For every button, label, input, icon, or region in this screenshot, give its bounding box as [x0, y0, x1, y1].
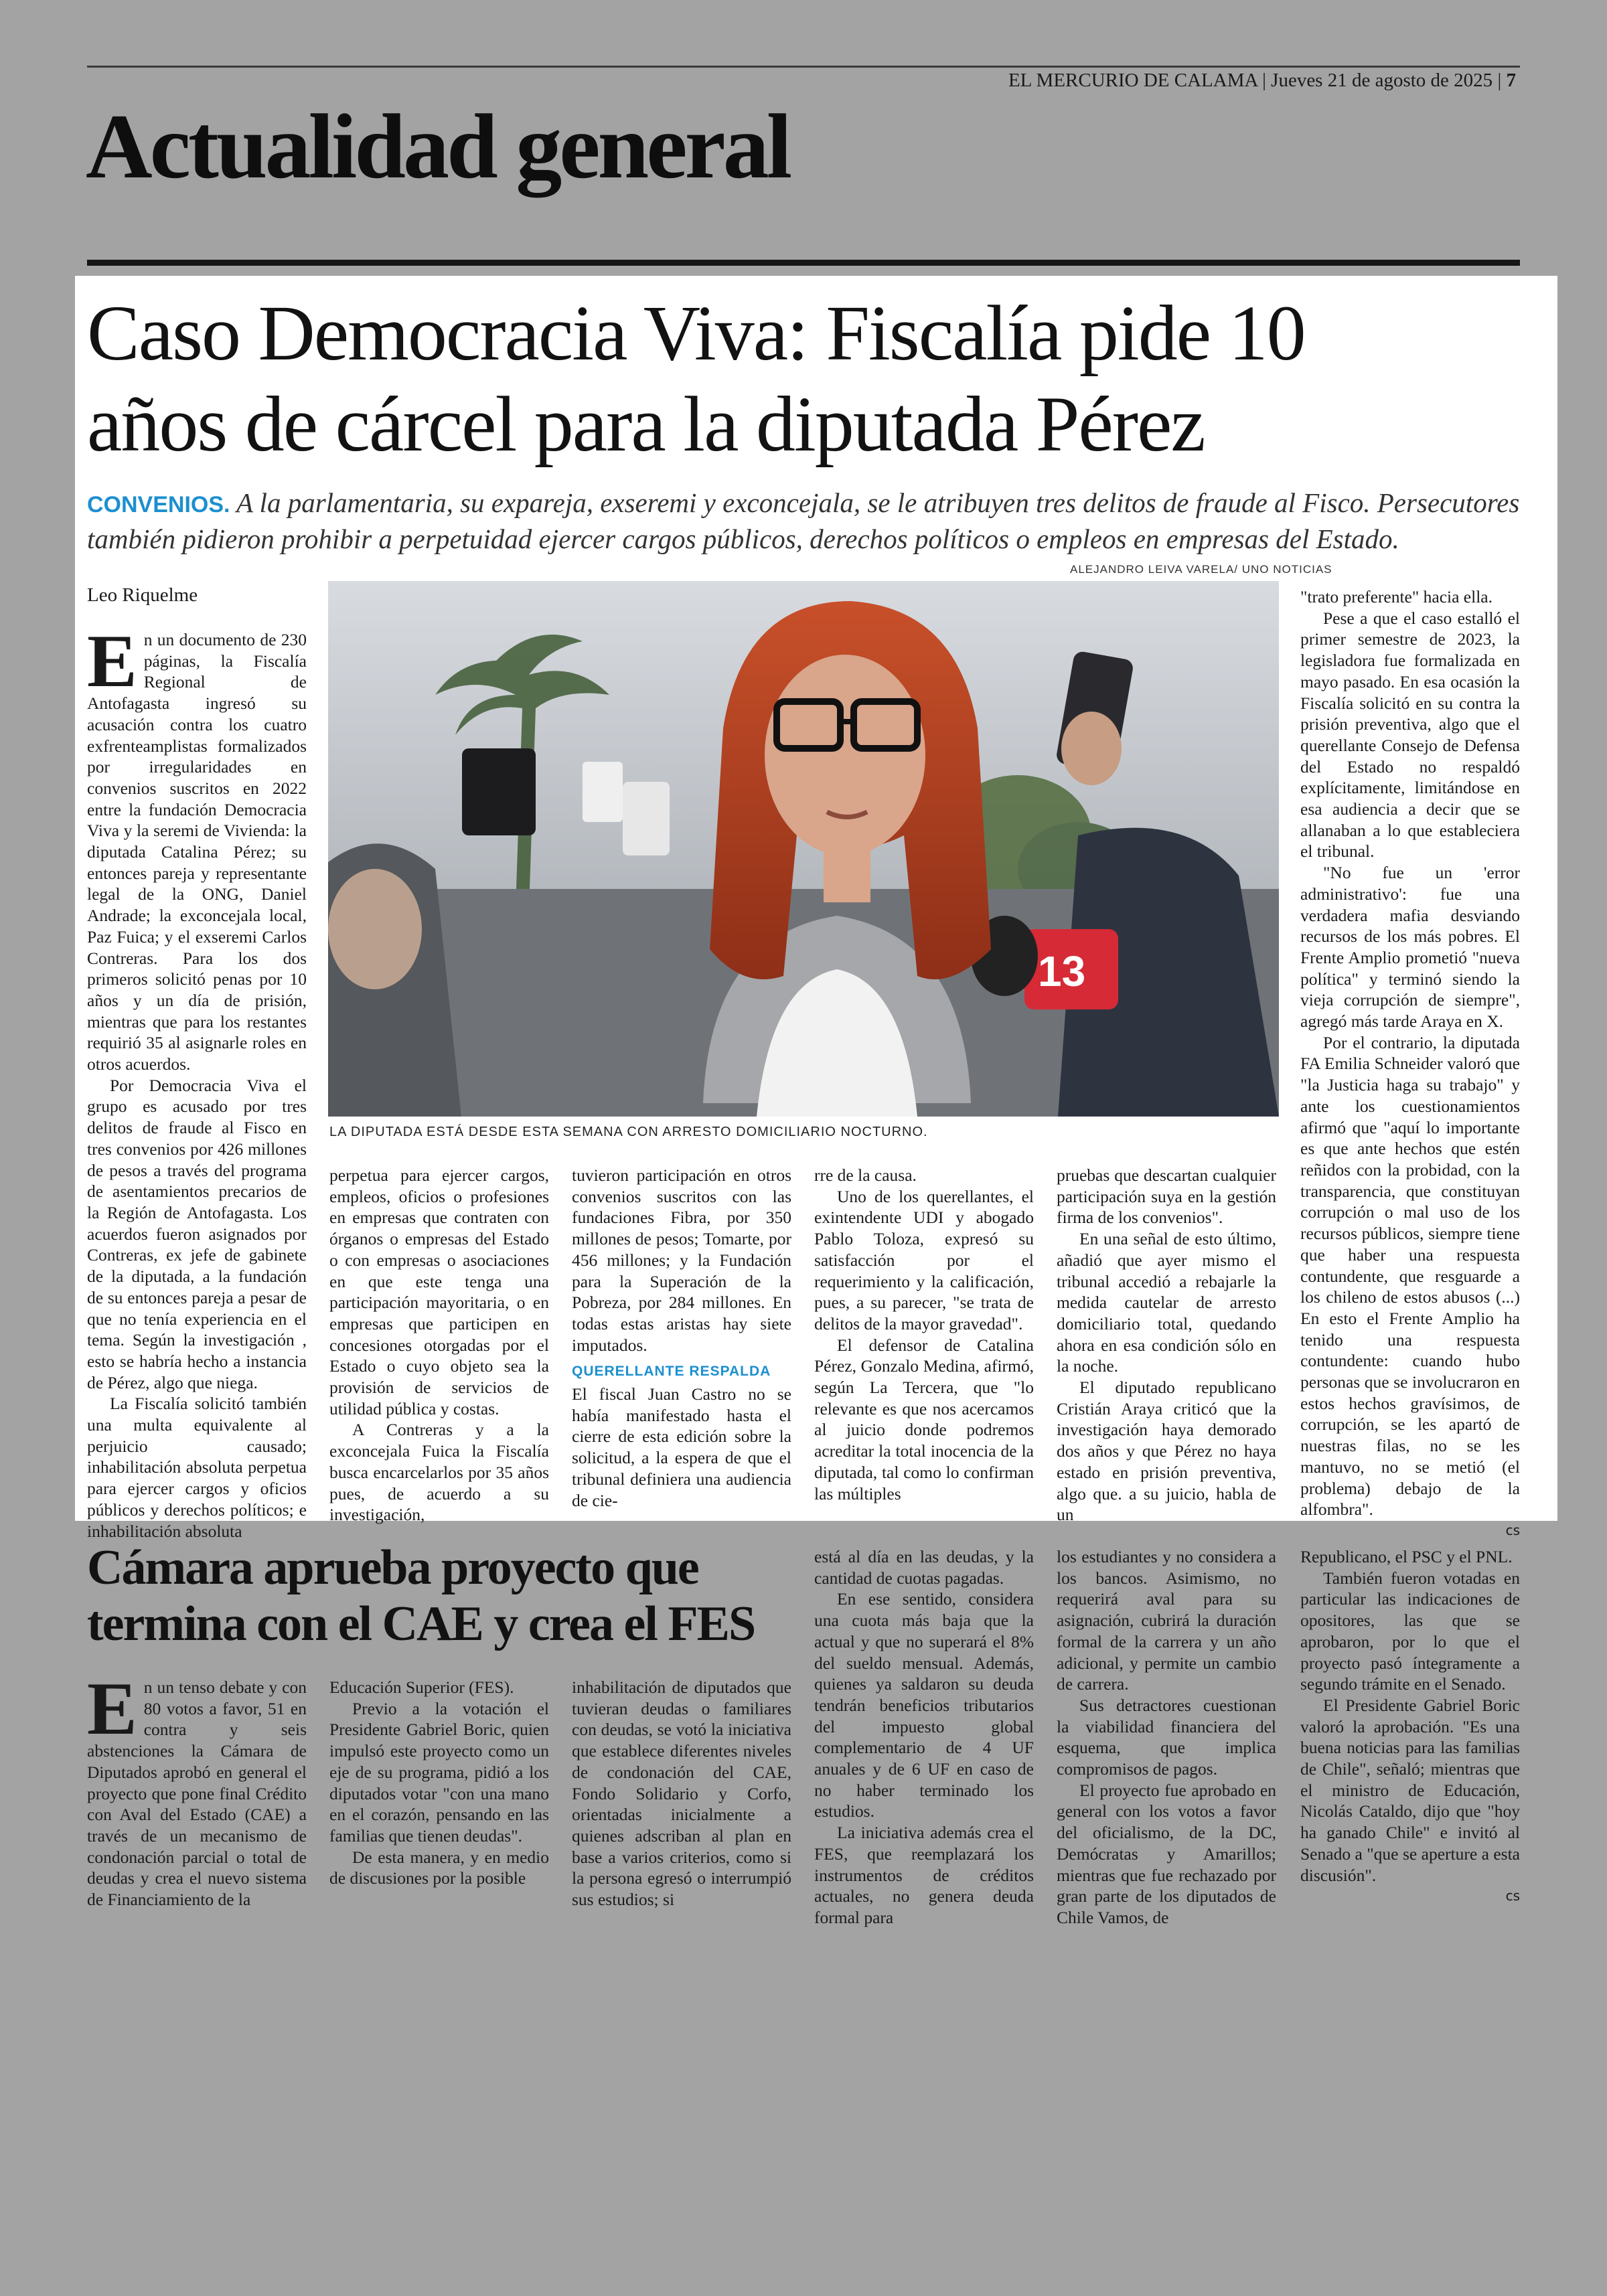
- headline-line-1: Cámara aprueba proyecto que: [87, 1540, 698, 1595]
- drop-cap: E: [87, 620, 137, 703]
- paragraph: Previo a la votación el Presidente Gabriel Boric, quien impulsó este proyecto como un eje de su programa, pidió a los diputados votar "con una mano en el corazón, pensando en las familias que tienen deudas".: [329, 1698, 549, 1846]
- paragraph: está al día en las deudas, y la cantidad de cuotas pagadas.: [814, 1547, 1034, 1588]
- paragraph: A Contreras y a la exconcejala Fuica la Fiscalía busca encarcelarlos por 35 años pues, de acuerdo a su investigación,: [329, 1420, 549, 1525]
- article1-column-5: [1057, 1165, 1276, 1526]
- article2-column-2: [329, 1677, 549, 1889]
- paragraph: Uno de los querellantes, el exintendente UDI y abogado Pablo Toloza, expresó su satisfacción por el requerimiento y la calificación, pues, a su parecer, "se trata de delitos de la mayor gravedad".: [814, 1186, 1034, 1333]
- paragraph: Pese a que el caso estalló el primer semestre de 2023, la legisladora fue formalizada en mayo pasado. En esa ocasión la Fiscalía solicitó en su contra la prisión preventiva, algo que el querellante Consejo de Defensa del Estado no respaldó explícitamente, limitándose en esa audiencia a decir que se allanaban a lo que estableciera el tribunal.: [1300, 608, 1520, 862]
- lead-text: A la parlamentaria, su expareja, exseremi y exconcejala, se le atribuyen tres delitos de fraude al Fisco. Persecutores también pidieron prohibir a perpetuidad ejercer cargos públicos, derechos políticos o empleos en empresas del Estado.: [87, 487, 1520, 554]
- paragraph: El proyecto fue aprobado en general con los votos a favor del oficialismo, de la DC, Demócratas y Amarillos; mientras que fue rechazado por gran parte de los diputados de Chile Vamos, de: [1057, 1780, 1276, 1927]
- article1-column-4: [814, 1165, 1034, 1504]
- article1-column-1: [87, 620, 307, 1542]
- microphone-channel-label: 13: [1038, 947, 1086, 995]
- article2-column-3: [572, 1677, 791, 1910]
- paragraph: En una señal de esto último, añadió que ayer mismo el tribunal accedió a rebajarle la medida cautelar de arresto domiciliario total, quedando ahora en esa condición sólo en la noche.: [1057, 1229, 1276, 1376]
- paragraph: Por Democracia Viva el grupo es acusado por tres delitos de fraude al Fisco en tres convenios por 426 millones de pesos a través del programa de asentamientos precarios de la Región de Antofagasta. Los acuerdos fueron asignados por Contreras, ex jefe de gabinete de la diputada, a la fundación de su entonces pareja a pesar de que no tenía experiencia en el tema. Según la investigación , esto se habría hecho a instancia de Pérez, algo que niega.: [87, 1075, 307, 1392]
- section-title: Actualidad general: [86, 95, 790, 197]
- masthead-separator: |: [1262, 70, 1272, 91]
- article2-column-1: [87, 1667, 307, 1910]
- paragraph: De esta manera, y en medio de discusiones por la posible: [329, 1847, 549, 1888]
- byline: Leo Riquelme: [87, 584, 198, 606]
- photo-credit: ALEJANDRO LEIVA VARELA/ UNO NOTICIAS: [1070, 563, 1332, 576]
- paragraph: En ese sentido, considera una cuota más baja que la actual y que no superará el 8% del sueldo mensual. Además, quienes ya saldaron su deuda tendrán beneficios tributarios del impuesto global complementario de 4 UF anuales y de 6 UF en caso de no haber terminado los estudios.: [814, 1589, 1034, 1821]
- article1-column-2: [329, 1165, 549, 1526]
- paragraph: Educación Superior (FES).: [329, 1677, 514, 1697]
- article-lead: [87, 486, 1533, 556]
- headline-line-1: Caso Democracia Viva: Fiscalía pide 10: [87, 289, 1305, 377]
- photo-illustration: [328, 581, 1279, 1117]
- second-article-headline: [87, 1540, 790, 1652]
- paragraph: inhabilitación de diputados que tuvieran deudas o familiares con deudas, se votó la iniciativa que establece diferentes niveles de condonación del CAE, Fondo Solidario y Corfo, orientadas inicialmente a quienes adscriban al plan en base a varios criterios, como si la persona egresó o interrumpió sus estudios; si: [572, 1677, 791, 1910]
- publication-name: EL MERCURIO DE CALAMA: [1008, 70, 1257, 91]
- lead-kicker: CONVENIOS.: [87, 492, 230, 517]
- publication-date: Jueves 21 de agosto de 2025: [1271, 70, 1493, 91]
- article-headline: [87, 288, 1533, 470]
- paragraph: El diputado republicano Cristián Araya criticó que la investigación haya demorado dos años y que Pérez no haya estado en prisión preventiva, algo que. a su juicio, habla de un: [1057, 1378, 1276, 1525]
- masthead: [1008, 70, 1516, 92]
- top-rule: [87, 66, 1520, 68]
- paragraph: También fueron votadas en particular las indicaciones de opositores, las que se aprobaron, por lo que el proyecto pasó íntegramente a segundo trámite en el Senado.: [1300, 1568, 1520, 1694]
- paragraph: rre de la causa.: [814, 1165, 917, 1185]
- paragraph: perpetua para ejercer cargos, empleos, oficios o profesiones en empresas que contraten con órganos o empresas del Estado o con empresas o asociaciones en que este tenga una participación mayoritaria, o en empresas que participen en concesiones otorgadas por el Estado o cuyo objeto sea la provisión de servicios de utilidad pública y costas.: [329, 1165, 549, 1418]
- article1-column-6: [1300, 586, 1520, 1542]
- paragraph: n un tenso debate y con 80 votos a favor, 51 en contra y seis abstenciones la Cámara de Diputados aprobó en general el proyecto que pone final Crédito con Aval del Estado (CAE) a través de un mecanismo de condonación parcial o total de deudas y crea el nuevo sistema de Financiamiento de la: [87, 1677, 307, 1910]
- paragraph: Republicano, el PSC y el PNL.: [1300, 1547, 1513, 1566]
- paragraph: n un documento de 230 páginas, la Fiscalía Regional de Antofagasta ingresó su acusación contra los cuatro exfrenteamplistas formalizados por irregularidades en convenios suscritos en 2022 entre la fundación Democracia Viva y la seremi de Vivienda: la diputada Catalina Pérez; su entonces pareja y representante legal de la ONG, Daniel Andrade; la exconcejala local, Paz Fuica; y el exseremi Carlos Contreras. Para los dos primeros solicitó penas por 10 años y un día de prisión, mientras que para los restantes requirió 35 al asignarle roles en otros acuerdos.: [87, 630, 307, 1074]
- paragraph: Por el contrario, la diputada FA Emilia Schneider valoró que "la Justicia haga su trabajo" y ante los cuestionamientos afirmó que "aquí lo importante es que ante hechos que estén reñidos con la probidad, con la transparencia, que constituyan corrupción o mal uso de los recursos públicos, siempre tiene que haber una respuesta contundente, que resguarde a los chileno de estos abusos (...) En esto el Frente Amplio ha tenido una respuesta contundente: cuando hubo personas que se involucraron en estos hechos gravísimos, de corrupción, se les apartó de nuestras filas, no se les mantuvo, no se metió (el problema) debajo de la alfombra".: [1300, 1032, 1520, 1520]
- paragraph: La Fiscalía solicitó también una multa equivalente al perjuicio causado; inhabilitación absoluta perpetua para ejercer cargos y oficios públicos y derechos políticos; e inhabilitación absoluta: [87, 1394, 307, 1541]
- masthead-separator: |: [1497, 70, 1507, 91]
- paragraph: "trato preferente" hacia ella.: [1300, 587, 1493, 606]
- paragraph: los estudiantes y no considera a los bancos. Asimismo, no requerirá aval para su asignación, cubrirá la duración formal de la carrera y un año adicional, y permite un cambio de carrera.: [1057, 1547, 1276, 1694]
- section-rule: [87, 260, 1520, 266]
- photo-caption: LA DIPUTADA ESTÁ DESDE ESTA SEMANA CON ARRESTO DOMICILIARIO NOCTURNO.: [329, 1125, 928, 1139]
- drop-cap: E: [87, 1667, 137, 1750]
- paragraph: El Presidente Gabriel Boric valoró la aprobación. "Es una buena noticias para las familias de Chile", señaló; mientras que el ministro de Educación, Nicolás Cataldo, dijo que "hoy ha ganado Chile" e invitó al Senado a "que se aperture a esta discusión".: [1300, 1695, 1520, 1885]
- paragraph: La iniciativa además crea el FES, que reemplazará los instrumentos de créditos actuales, no genera deuda formal para: [814, 1823, 1034, 1927]
- subhead: QUERELLANTE RESPALDA: [572, 1364, 771, 1380]
- article2-column-5: [1057, 1546, 1276, 1929]
- article2-column-4: [814, 1546, 1034, 1929]
- end-mark-icon: cs: [1505, 1888, 1520, 1904]
- headline-line-2: años de cárcel para la diputada Pérez: [87, 380, 1205, 468]
- page-number: 7: [1506, 70, 1516, 91]
- paragraph: tuvieron participación en otros convenios suscritos con las fundaciones Fibra, por 350 millones de pesos; Tomarte, por 456 millones; y la Fundación para la Superación de la Pobreza, por 284 millones. En todas estas aristas hay siete imputados.: [572, 1165, 791, 1355]
- article1-column-3: [572, 1165, 791, 1511]
- paragraph: El fiscal Juan Castro no se había manifestado hasta el cierre de esta edición sobre la solicitud, a la espera de que el tribunal definiera una audiencia de cie-: [572, 1384, 791, 1510]
- paragraph: "No fue un 'error administrativo': fue una verdadera mafia desviando recursos de los más pobres. El Frente Amplio prometió "nueva política" y terminó siendo la vieja corrupción de siempre", agregó más tarde Araya en X.: [1300, 863, 1520, 1032]
- paragraph: El defensor de Catalina Pérez, Gonzalo Medina, afirmó, según La Tercera, que "lo relevante es que nos acercamos al juicio donde podremos acreditar la total inocencia de la diputada, tal como lo confirman las múltiples: [814, 1335, 1034, 1503]
- paragraph: pruebas que descartan cualquier participación suya en la gestión firma de los convenios".: [1057, 1165, 1276, 1228]
- end-mark-icon: cs: [1505, 1522, 1520, 1538]
- paragraph: Sus detractores cuestionan la viabilidad financiera del esquema, que implica compromisos de pagos.: [1057, 1695, 1276, 1779]
- headline-line-2: termina con el CAE y crea el FES: [87, 1596, 755, 1651]
- article2-column-6: [1300, 1546, 1520, 1907]
- article-photo: [328, 581, 1279, 1117]
